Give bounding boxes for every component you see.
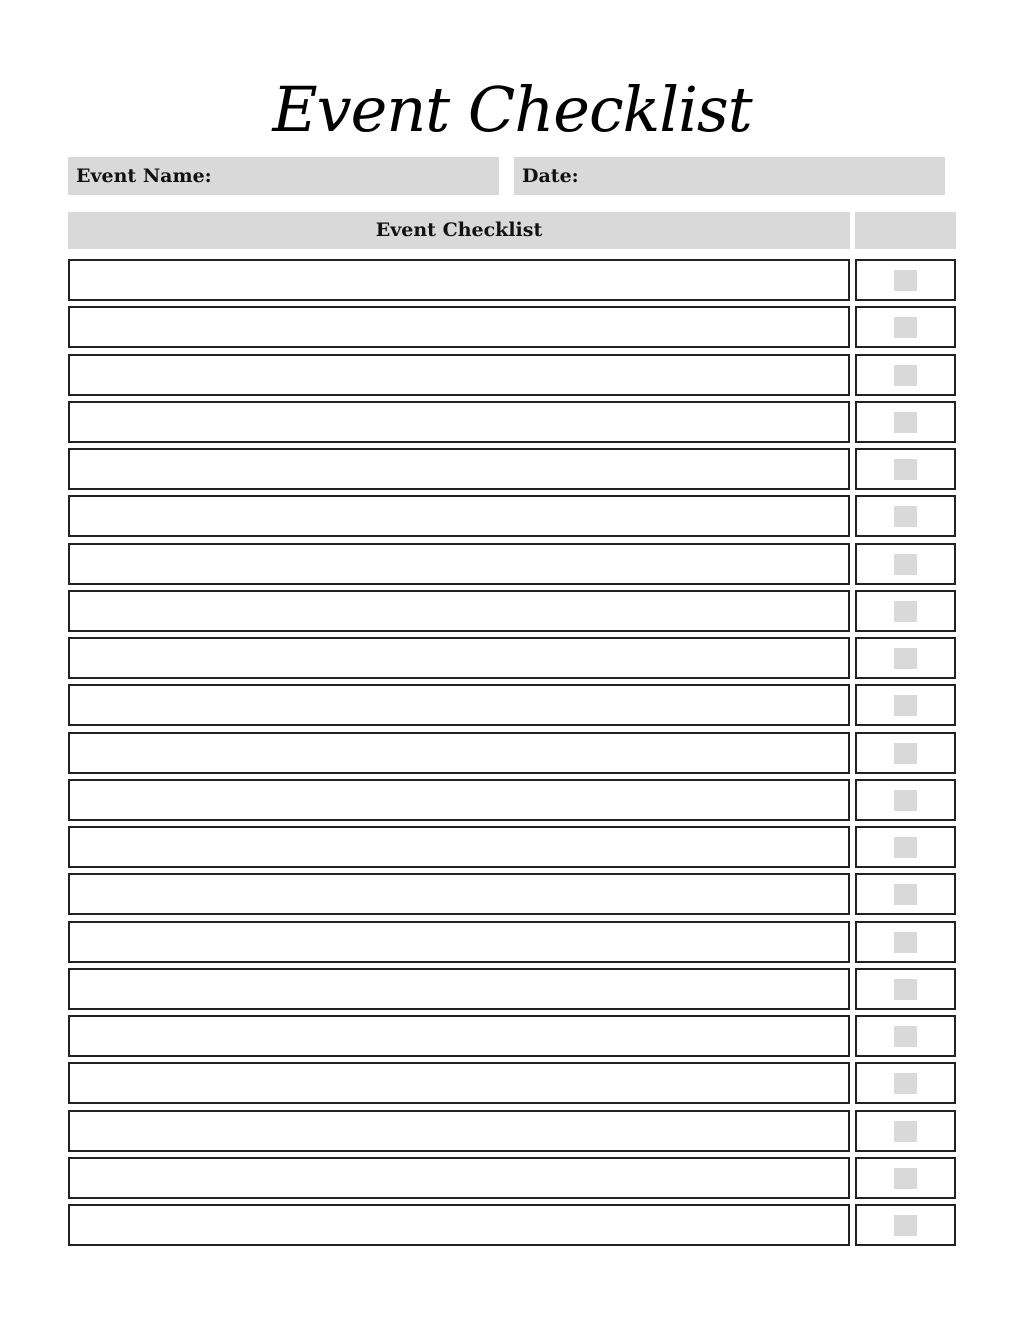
check-cell [855, 637, 956, 679]
check-cell [855, 401, 956, 443]
event-name-field[interactable] [68, 157, 499, 195]
task-input[interactable] [68, 684, 850, 726]
check-cell [855, 354, 956, 396]
check-cell [855, 779, 956, 821]
checkbox[interactable] [894, 648, 917, 669]
check-cell [855, 873, 956, 915]
check-cell [855, 1015, 956, 1057]
checkbox[interactable] [894, 270, 917, 291]
checkbox[interactable] [894, 412, 917, 433]
task-input[interactable] [68, 354, 850, 396]
checkbox[interactable] [894, 365, 917, 386]
task-input[interactable] [68, 1157, 850, 1199]
task-input[interactable] [68, 306, 850, 348]
check-cell [855, 1110, 956, 1152]
check-cell [855, 259, 956, 301]
checkbox[interactable] [894, 601, 917, 622]
task-input[interactable] [68, 495, 850, 537]
task-input[interactable] [68, 1062, 850, 1104]
checkbox[interactable] [894, 1215, 917, 1236]
checkbox[interactable] [894, 695, 917, 716]
date-field[interactable] [514, 157, 945, 195]
task-input[interactable] [68, 779, 850, 821]
check-cell [855, 732, 956, 774]
task-input[interactable] [68, 732, 850, 774]
checkbox[interactable] [894, 459, 917, 480]
checklist-header: Event Checklist [68, 212, 850, 249]
task-input[interactable] [68, 873, 850, 915]
task-input[interactable] [68, 448, 850, 490]
task-input[interactable] [68, 401, 850, 443]
checkbox[interactable] [894, 932, 917, 953]
task-input[interactable] [68, 637, 850, 679]
checkbox[interactable] [894, 1121, 917, 1142]
task-input[interactable] [68, 921, 850, 963]
check-cell [855, 1062, 956, 1104]
checkbox[interactable] [894, 743, 917, 764]
checkbox[interactable] [894, 554, 917, 575]
task-input[interactable] [68, 826, 850, 868]
checkbox[interactable] [894, 790, 917, 811]
checkbox[interactable] [894, 1073, 917, 1094]
checkbox[interactable] [894, 317, 917, 338]
task-input[interactable] [68, 543, 850, 585]
check-cell [855, 590, 956, 632]
task-input[interactable] [68, 1015, 850, 1057]
check-cell [855, 684, 956, 726]
task-input[interactable] [68, 259, 850, 301]
task-input[interactable] [68, 590, 850, 632]
event-name-label: Event Name: [76, 165, 212, 187]
checkbox[interactable] [894, 506, 917, 527]
task-input[interactable] [68, 1204, 850, 1246]
date-label: Date: [522, 165, 579, 187]
checkbox[interactable] [894, 884, 917, 905]
check-cell [855, 306, 956, 348]
check-cell [855, 1204, 956, 1246]
check-column-header [855, 212, 956, 249]
checkbox[interactable] [894, 837, 917, 858]
task-input[interactable] [68, 1110, 850, 1152]
check-cell [855, 448, 956, 490]
checkbox[interactable] [894, 979, 917, 1000]
check-cell [855, 495, 956, 537]
checkbox[interactable] [894, 1026, 917, 1047]
page-title: Event Checklist [272, 73, 752, 146]
check-cell [855, 543, 956, 585]
task-input[interactable] [68, 968, 850, 1010]
check-cell [855, 921, 956, 963]
check-cell [855, 968, 956, 1010]
checkbox[interactable] [894, 1168, 917, 1189]
check-cell [855, 826, 956, 868]
check-cell [855, 1157, 956, 1199]
